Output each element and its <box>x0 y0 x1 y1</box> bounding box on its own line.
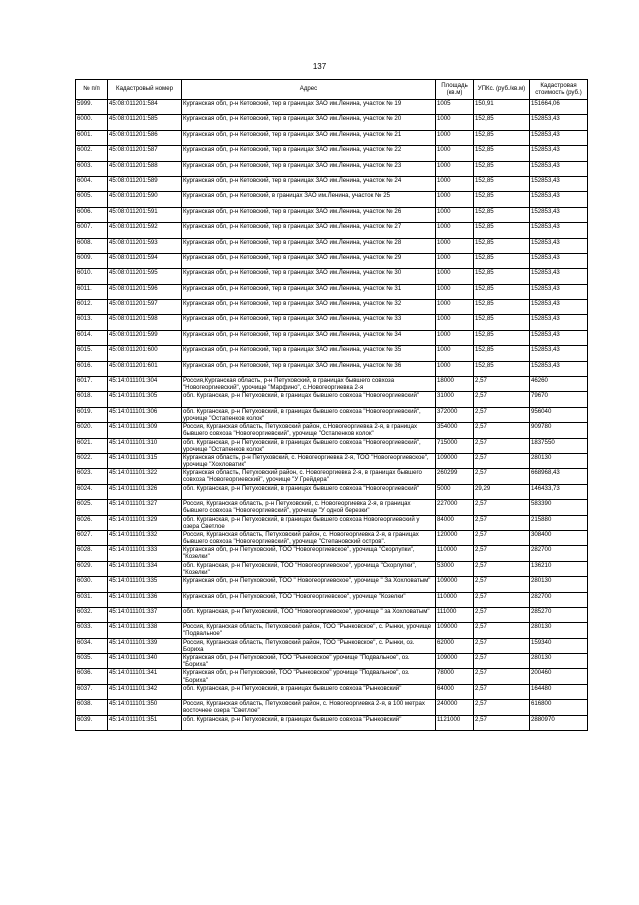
table-row <box>76 223 588 238</box>
table-row <box>76 561 588 576</box>
cell-cost: 151664,06 <box>530 100 588 115</box>
cell-area: 1000 <box>436 130 474 145</box>
table-row <box>76 684 588 699</box>
cell-cadastral-number: 45:14:011101:337 <box>108 607 182 622</box>
cell-address: Россия, Курганская область, Петуховский район, ТОО "Рынковское", с. Рынки, оз. Бориха <box>182 638 436 653</box>
cell-upks: 2,57 <box>474 500 530 515</box>
cell-cadastral-number: 45:14:011101:305 <box>108 392 182 407</box>
cell-upks: 2,57 <box>474 623 530 638</box>
column-header-cost: Кадастровая стоимость (руб.) <box>530 80 588 100</box>
cell-address: обл. Курганская, р-н Петуховский, в границах бывшего совхоза "Новогеоргиевский", урочище "Остапенков колок" <box>182 407 436 422</box>
cell-cadastral-number: 45:14:011101:341 <box>108 669 182 684</box>
cell-address: обл. Курганская, р-н Петуховский, в границах бывшего совхоза Новогеоргиевский у озера Светлое <box>182 515 436 530</box>
cell-area: 1000 <box>436 115 474 130</box>
cell-cost: 79670 <box>530 392 588 407</box>
cell-cost: 200460 <box>530 669 588 684</box>
cell-num: 6004. <box>76 176 108 191</box>
cell-cost: 668968,43 <box>530 469 588 484</box>
table-row <box>76 500 588 515</box>
table-row <box>76 546 588 561</box>
cell-area: 1000 <box>436 192 474 207</box>
table-row <box>76 253 588 268</box>
cell-num: 6030. <box>76 577 108 592</box>
cell-upks: 2,57 <box>474 700 530 715</box>
cell-num: 6035. <box>76 654 108 669</box>
table-row <box>76 130 588 145</box>
cell-cadastral-number: 45:14:011101:342 <box>108 684 182 699</box>
cell-address: Курганская обл, р-н Кетовский, тер в границах ЗАО им.Ленина, участок № 29 <box>182 253 436 268</box>
cell-address: Курганская обл, р-н Кетовский, тер в границах ЗАО им.Ленина, участок № 19 <box>182 100 436 115</box>
cell-cost: 46260 <box>530 377 588 392</box>
table-row <box>76 346 588 361</box>
cell-cadastral-number: 45:08:011201:595 <box>108 269 182 284</box>
table-row <box>76 469 588 484</box>
cell-cadastral-number: 45:08:011201:597 <box>108 300 182 315</box>
cell-cost: 152853,43 <box>530 269 588 284</box>
cell-upks: 2,57 <box>474 592 530 607</box>
cell-num: 6022. <box>76 453 108 468</box>
cell-cost: 152853,43 <box>530 315 588 330</box>
table-row <box>76 207 588 222</box>
cell-upks: 152,85 <box>474 315 530 330</box>
cell-cost: 280130 <box>530 623 588 638</box>
cell-cost: 152853,43 <box>530 253 588 268</box>
cell-cadastral-number: 45:08:011201:601 <box>108 361 182 376</box>
cell-upks: 152,85 <box>474 161 530 176</box>
cell-num: 6007. <box>76 223 108 238</box>
cell-cost: 152853,43 <box>530 192 588 207</box>
cell-upks: 2,57 <box>474 669 530 684</box>
column-header-num: № п/п <box>76 80 108 100</box>
cell-address: Россия, Курганская область, Петуховский район, с.Новогеоргиевка 2-я, в границах бывшего совхоза "Новогеоргиевский", урочище "Остапенков колок" <box>182 423 436 438</box>
cell-cost: 152853,43 <box>530 330 588 345</box>
table-row <box>76 392 588 407</box>
cell-cadastral-number: 45:08:011201:593 <box>108 238 182 253</box>
cell-area: 1000 <box>436 161 474 176</box>
cell-upks: 2,57 <box>474 684 530 699</box>
table-row <box>76 192 588 207</box>
cell-cadastral-number: 45:14:011101:310 <box>108 438 182 453</box>
cell-upks: 2,57 <box>474 453 530 468</box>
table-row <box>76 284 588 299</box>
cell-address: Курганская обл, р-н Кетовский, в границах ЗАО им.Ленина, участок № 25 <box>182 192 436 207</box>
cell-num: 6015. <box>76 346 108 361</box>
cell-address: Курганская обл, р-н Кетовский, тер в границах ЗАО им.Ленина, участок № 34 <box>182 330 436 345</box>
table-body <box>76 100 588 731</box>
table-row <box>76 146 588 161</box>
cell-cost: 152853,43 <box>530 346 588 361</box>
cell-address: обл. Курганская, р-н Петуховский, в границах бывшего совхоза "Новогеоргиевский" <box>182 484 436 499</box>
table-row <box>76 453 588 468</box>
cell-area: 1000 <box>436 269 474 284</box>
table-row <box>76 315 588 330</box>
cell-cadastral-number: 45:08:011201:585 <box>108 115 182 130</box>
cell-address: Россия,Курганская область, р-н Петуховский, в границах бывшего совхоза "Новогеоргиевский", урочище "Марфино", с.Новогеоргиевка 2-я <box>182 377 436 392</box>
cell-address: Курганская обл, р-н Петуховский, ТОО " Новогеоргиевское", урочище " За Хохловатым" <box>182 577 436 592</box>
table-row <box>76 607 588 622</box>
cell-cadastral-number: 45:14:011101:338 <box>108 623 182 638</box>
column-header-cadastral: Кадастровый номер <box>108 80 182 100</box>
cell-cadastral-number: 45:14:011101:340 <box>108 654 182 669</box>
table-row <box>76 300 588 315</box>
cell-cost: 152853,43 <box>530 146 588 161</box>
cell-address: обл. Курганская, р-н Петуховский, ТОО "Новогеоргиевское", урочище " за Хохловатым" <box>182 607 436 622</box>
table-row <box>76 654 588 669</box>
table-row <box>76 361 588 376</box>
cell-area: 372000 <box>436 407 474 422</box>
cell-num: 6018. <box>76 392 108 407</box>
cell-upks: 2,57 <box>474 423 530 438</box>
cell-cadastral-number: 45:14:011101:306 <box>108 407 182 422</box>
cell-area: 1121000 <box>436 715 474 730</box>
cell-area: 109000 <box>436 453 474 468</box>
table-row <box>76 484 588 499</box>
cell-address: Россия, Курганская область, Петуховский район, с. Новогеоргиевка 2-я, в 100 метрах восточнее озера "Светлое" <box>182 700 436 715</box>
cell-area: 227000 <box>436 500 474 515</box>
cell-num: 6011. <box>76 284 108 299</box>
cell-cadastral-number: 45:08:011201:586 <box>108 130 182 145</box>
cell-cost: 136210 <box>530 561 588 576</box>
cell-num: 6026. <box>76 515 108 530</box>
table-row <box>76 377 588 392</box>
cell-cost: 1837550 <box>530 438 588 453</box>
cell-address: Курганская обл, р-н Кетовский, тер в границах ЗАО им.Ленина, участок № 23 <box>182 161 436 176</box>
cell-num: 6001. <box>76 130 108 145</box>
cell-address: Курганская обл, р-н Кетовский, тер в границах ЗАО им.Ленина, участок № 30 <box>182 269 436 284</box>
cell-area: 1000 <box>436 284 474 299</box>
cell-cost: 146433,73 <box>530 484 588 499</box>
cell-address: Курганская область, р-н Петуховский, с. Новогеоргиевка 2-я, ТОО "Новогеоргиевское", урочище "Хохловатик" <box>182 453 436 468</box>
cell-area: 110000 <box>436 592 474 607</box>
table-row <box>76 592 588 607</box>
cell-num: 6003. <box>76 161 108 176</box>
cell-area: 31000 <box>436 392 474 407</box>
cell-num: 6023. <box>76 469 108 484</box>
cell-cost: 152853,43 <box>530 207 588 222</box>
cell-area: 18000 <box>436 377 474 392</box>
cell-cadastral-number: 45:14:011101:351 <box>108 715 182 730</box>
cell-cost: 164480 <box>530 684 588 699</box>
table-row <box>76 715 588 730</box>
cell-num: 6002. <box>76 146 108 161</box>
cell-cadastral-number: 45:08:011201:589 <box>108 176 182 191</box>
cell-cadastral-number: 45:08:011201:588 <box>108 161 182 176</box>
table-row <box>76 269 588 284</box>
cell-area: 1000 <box>436 253 474 268</box>
cell-cadastral-number: 45:08:011201:598 <box>108 315 182 330</box>
cell-address: обл. Курганская, р-н Петуховский, ТОО "Новогеоргиевское", урочища "Скорлупки", "Козелки" <box>182 561 436 576</box>
cell-num: 6005. <box>76 192 108 207</box>
cell-cost: 215880 <box>530 515 588 530</box>
cell-cadastral-number: 45:08:011201:599 <box>108 330 182 345</box>
cadastral-table <box>75 79 588 731</box>
cell-cadastral-number: 45:14:011101:327 <box>108 500 182 515</box>
cell-upks: 2,57 <box>474 638 530 653</box>
cell-address: Курганская обл, р-н Кетовский, тер в границах ЗАО им.Ленина, участок № 28 <box>182 238 436 253</box>
cell-area: 109000 <box>436 623 474 638</box>
cell-cost: 152853,43 <box>530 238 588 253</box>
cell-address: Курганская обл, р-н Кетовский, тер в границах ЗАО им.Ленина, участок № 26 <box>182 207 436 222</box>
cell-upks: 2,57 <box>474 561 530 576</box>
cell-cadastral-number: 45:14:011101:333 <box>108 546 182 561</box>
cell-area: 1000 <box>436 361 474 376</box>
cell-num: 6016. <box>76 361 108 376</box>
cell-address: Россия, Курганская область, Петуховский район, ТОО "Рынковское", с. Рынки, урочище "Подвальное" <box>182 623 436 638</box>
cell-upks: 152,85 <box>474 238 530 253</box>
cell-upks: 152,85 <box>474 269 530 284</box>
cell-cadastral-number: 45:08:011201:590 <box>108 192 182 207</box>
cell-cost: 152853,43 <box>530 300 588 315</box>
cell-upks: 152,85 <box>474 176 530 191</box>
cell-num: 6037. <box>76 684 108 699</box>
cell-cadastral-number: 45:14:011101:322 <box>108 469 182 484</box>
cell-upks: 152,85 <box>474 346 530 361</box>
cell-area: 1000 <box>436 300 474 315</box>
cell-address: Курганская обл, р-н Кетовский, тер в границах ЗАО им.Ленина, участок № 33 <box>182 315 436 330</box>
cell-area: 110000 <box>436 546 474 561</box>
cell-num: 6032. <box>76 607 108 622</box>
cell-num: 6008. <box>76 238 108 253</box>
cell-cadastral-number: 45:14:011101:309 <box>108 423 182 438</box>
cell-area: 53000 <box>436 561 474 576</box>
cell-area: 5000 <box>436 484 474 499</box>
cell-num: 6039. <box>76 715 108 730</box>
table-row <box>76 623 588 638</box>
cell-num: 6000. <box>76 115 108 130</box>
cell-cost: 2880970 <box>530 715 588 730</box>
cell-cadastral-number: 45:08:011201:591 <box>108 207 182 222</box>
table-row <box>76 100 588 115</box>
cell-address: Курганская обл, р-н Кетовский, тер в границах ЗАО им.Ленина, участок № 24 <box>182 176 436 191</box>
cell-address: Курганская обл, р-н Кетовский, тер в границах ЗАО им.Ленина, участок № 22 <box>182 146 436 161</box>
cell-upks: 2,57 <box>474 577 530 592</box>
cell-upks: 2,57 <box>474 546 530 561</box>
cell-area: 1005 <box>436 100 474 115</box>
cell-area: 1000 <box>436 315 474 330</box>
cell-upks: 152,85 <box>474 361 530 376</box>
cell-area: 109000 <box>436 654 474 669</box>
cell-area: 1000 <box>436 223 474 238</box>
cell-address: Курганская обл, р-н Петуховский, ТОО "Рынковское" урочище "Подвальное", оз. "Бориха" <box>182 654 436 669</box>
cell-area: 1000 <box>436 176 474 191</box>
table-header-row <box>76 80 588 100</box>
cell-address: Курганская обл, р-н Кетовский, тер в границах ЗАО им.Ленина, участок № 21 <box>182 130 436 145</box>
cell-num: 6013. <box>76 315 108 330</box>
cell-cadastral-number: 45:14:011101:339 <box>108 638 182 653</box>
table-row <box>76 700 588 715</box>
cell-area: 111000 <box>436 607 474 622</box>
cell-address: обл. Курганская, р-н Петуховский, в границах бывшего совхоза "Новогеоргиевский", урочище "Остапенков колок" <box>182 438 436 453</box>
cell-address: обл. Курганская, р-н Петуховский, в границах бывшего совхоза "Рынковский" <box>182 684 436 699</box>
cell-upks: 150,91 <box>474 100 530 115</box>
cell-upks: 152,85 <box>474 130 530 145</box>
cell-area: 1000 <box>436 207 474 222</box>
table-row <box>76 176 588 191</box>
cell-num: 6012. <box>76 300 108 315</box>
cell-upks: 152,85 <box>474 223 530 238</box>
cell-num: 6027. <box>76 530 108 545</box>
cell-upks: 152,85 <box>474 115 530 130</box>
cell-upks: 2,57 <box>474 515 530 530</box>
cell-num: 6020. <box>76 423 108 438</box>
cell-upks: 2,57 <box>474 407 530 422</box>
cell-area: 354000 <box>436 423 474 438</box>
cell-upks: 2,57 <box>474 469 530 484</box>
cell-cost: 909780 <box>530 423 588 438</box>
table-row <box>76 577 588 592</box>
cell-area: 240000 <box>436 700 474 715</box>
cell-num: 6024. <box>76 484 108 499</box>
cell-cadastral-number: 45:08:011201:596 <box>108 284 182 299</box>
cell-cost: 152853,43 <box>530 161 588 176</box>
cell-cost: 956040 <box>530 407 588 422</box>
cell-cadastral-number: 45:14:011101:336 <box>108 592 182 607</box>
cell-num: 6025. <box>76 500 108 515</box>
column-header-area: Площадь (кв.м) <box>436 80 474 100</box>
cell-upks: 152,85 <box>474 253 530 268</box>
table-row <box>76 238 588 253</box>
cell-num: 6036. <box>76 669 108 684</box>
cell-num: 6029. <box>76 561 108 576</box>
page-number: 137 <box>312 62 327 71</box>
cell-cadastral-number: 45:14:011101:304 <box>108 377 182 392</box>
cell-area: 1000 <box>436 146 474 161</box>
column-header-address: Адрес <box>182 80 436 100</box>
cell-cost: 152853,43 <box>530 284 588 299</box>
cell-cadastral-number: 45:14:011101:329 <box>108 515 182 530</box>
table-row <box>76 407 588 422</box>
column-header-upks: УПКс. (руб./кв.м) <box>474 80 530 100</box>
cell-cost: 152853,43 <box>530 176 588 191</box>
cell-cost: 280130 <box>530 577 588 592</box>
cell-area: 715000 <box>436 438 474 453</box>
cell-num: 5999. <box>76 100 108 115</box>
cell-cost: 282700 <box>530 546 588 561</box>
cell-cadastral-number: 45:08:011201:584 <box>108 100 182 115</box>
cell-upks: 2,57 <box>474 607 530 622</box>
cell-cadastral-number: 45:08:011201:600 <box>108 346 182 361</box>
cell-area: 109000 <box>436 577 474 592</box>
cell-cost: 282700 <box>530 592 588 607</box>
cell-upks: 2,57 <box>474 377 530 392</box>
table-row <box>76 423 588 438</box>
cell-num: 6028. <box>76 546 108 561</box>
cell-upks: 2,57 <box>474 392 530 407</box>
table-row <box>76 669 588 684</box>
cell-area: 64000 <box>436 684 474 699</box>
cell-address: Россия, Курганская область, р-н Петуховский, с. Новогеоргиевка 2-я, в границах бывшего совхоза "Новогеоргиевский", урочище "У одной березки" <box>182 500 436 515</box>
cell-num: 6034. <box>76 638 108 653</box>
cell-area: 1000 <box>436 238 474 253</box>
cell-address: Курганская обл, р-н Кетовский, тер в границах ЗАО им.Ленина, участок № 35 <box>182 346 436 361</box>
cell-cadastral-number: 45:14:011101:334 <box>108 561 182 576</box>
cell-num: 6033. <box>76 623 108 638</box>
cell-upks: 29,29 <box>474 484 530 499</box>
cell-cost: 159340 <box>530 638 588 653</box>
table-row <box>76 161 588 176</box>
cell-upks: 2,57 <box>474 654 530 669</box>
cell-cost: 616800 <box>530 700 588 715</box>
cell-area: 1000 <box>436 330 474 345</box>
cell-cost: 280130 <box>530 453 588 468</box>
cell-address: Курганская обл, р-н Петуховский, ТОО "Новогеоргиевское", урочище "Козелки" <box>182 592 436 607</box>
cell-address: Курганская обл, р-н Кетовский, тер в границах ЗАО им.Ленина, участок № 20 <box>182 115 436 130</box>
cell-upks: 152,85 <box>474 207 530 222</box>
cell-address: обл. Курганская, р-н Петуховский, в границах бывшего совхоза "Новогеоргиевский" <box>182 392 436 407</box>
cell-address: Курганская обл, р-н Петуховский, ТОО "Рынковское" урочище "Подвальное", оз. "Бориха" <box>182 669 436 684</box>
cell-num: 6019. <box>76 407 108 422</box>
cell-address: Курганская обл, р-н Петуховский, ТОО "Новогеоргиевское", урочища "Скорлупки", "Козелки" <box>182 546 436 561</box>
cell-upks: 152,85 <box>474 330 530 345</box>
cell-cost: 152853,43 <box>530 130 588 145</box>
cell-cadastral-number: 45:14:011101:332 <box>108 530 182 545</box>
cell-cost: 152853,43 <box>530 223 588 238</box>
cell-cost: 152853,43 <box>530 115 588 130</box>
cell-cost: 152853,43 <box>530 361 588 376</box>
cell-address: Курганская область, Петуховский район, с. Новогеоргиевка 2-я, в границах бывшего совхоза "Новогеоргиевский", урочище "У Грейдера" <box>182 469 436 484</box>
cell-cadastral-number: 45:08:011201:587 <box>108 146 182 161</box>
cell-cost: 308400 <box>530 530 588 545</box>
cell-cost: 285270 <box>530 607 588 622</box>
table-row <box>76 115 588 130</box>
cell-num: 6009. <box>76 253 108 268</box>
cell-area: 260299 <box>436 469 474 484</box>
cell-num: 6006. <box>76 207 108 222</box>
cell-cost: 280130 <box>530 654 588 669</box>
cell-num: 6021. <box>76 438 108 453</box>
cell-area: 78000 <box>436 669 474 684</box>
cell-cadastral-number: 45:08:011201:594 <box>108 253 182 268</box>
cell-address: Курганская обл, р-н Кетовский, тер в границах ЗАО им.Ленина, участок № 31 <box>182 284 436 299</box>
cell-upks: 152,85 <box>474 284 530 299</box>
cell-area: 1000 <box>436 346 474 361</box>
table-row <box>76 530 588 545</box>
cell-upks: 152,85 <box>474 300 530 315</box>
cell-cost: 583390 <box>530 500 588 515</box>
table-row <box>76 330 588 345</box>
cell-address: Курганская обл, р-н Кетовский, тер в границах ЗАО им.Ленина, участок № 27 <box>182 223 436 238</box>
cell-address: обл. Курганская, р-н Петуховский, в границах бывшего совхоза "Рынковский" <box>182 715 436 730</box>
cell-num: 6038. <box>76 700 108 715</box>
cell-num: 6031. <box>76 592 108 607</box>
table-row <box>76 638 588 653</box>
cell-area: 120000 <box>436 530 474 545</box>
cell-area: 84000 <box>436 515 474 530</box>
table-row <box>76 438 588 453</box>
cell-upks: 152,85 <box>474 192 530 207</box>
cell-cadastral-number: 45:14:011101:315 <box>108 453 182 468</box>
cell-cadastral-number: 45:14:011101:335 <box>108 577 182 592</box>
cell-num: 6014. <box>76 330 108 345</box>
cell-cadastral-number: 45:08:011201:592 <box>108 223 182 238</box>
cell-num: 6017. <box>76 377 108 392</box>
cell-area: 62000 <box>436 638 474 653</box>
cell-upks: 2,57 <box>474 715 530 730</box>
cell-cadastral-number: 45:14:011101:326 <box>108 484 182 499</box>
cell-address: Россия, Курганская область, Петуховский район, с. Новогеоргиевка 2-я, в границах бывшего совхоза "Новогеоргиевский", урочище "Степановский остров". <box>182 530 436 545</box>
cell-cadastral-number: 45:14:011101:350 <box>108 700 182 715</box>
cell-upks: 152,85 <box>474 146 530 161</box>
cell-num: 6010. <box>76 269 108 284</box>
cell-upks: 2,57 <box>474 438 530 453</box>
table-row <box>76 515 588 530</box>
cell-address: Курганская обл, р-н Кетовский, тер в границах ЗАО им.Ленина, участок № 36 <box>182 361 436 376</box>
cell-upks: 2,57 <box>474 530 530 545</box>
cell-address: Курганская обл, р-н Кетовский, тер в границах ЗАО им.Ленина, участок № 32 <box>182 300 436 315</box>
